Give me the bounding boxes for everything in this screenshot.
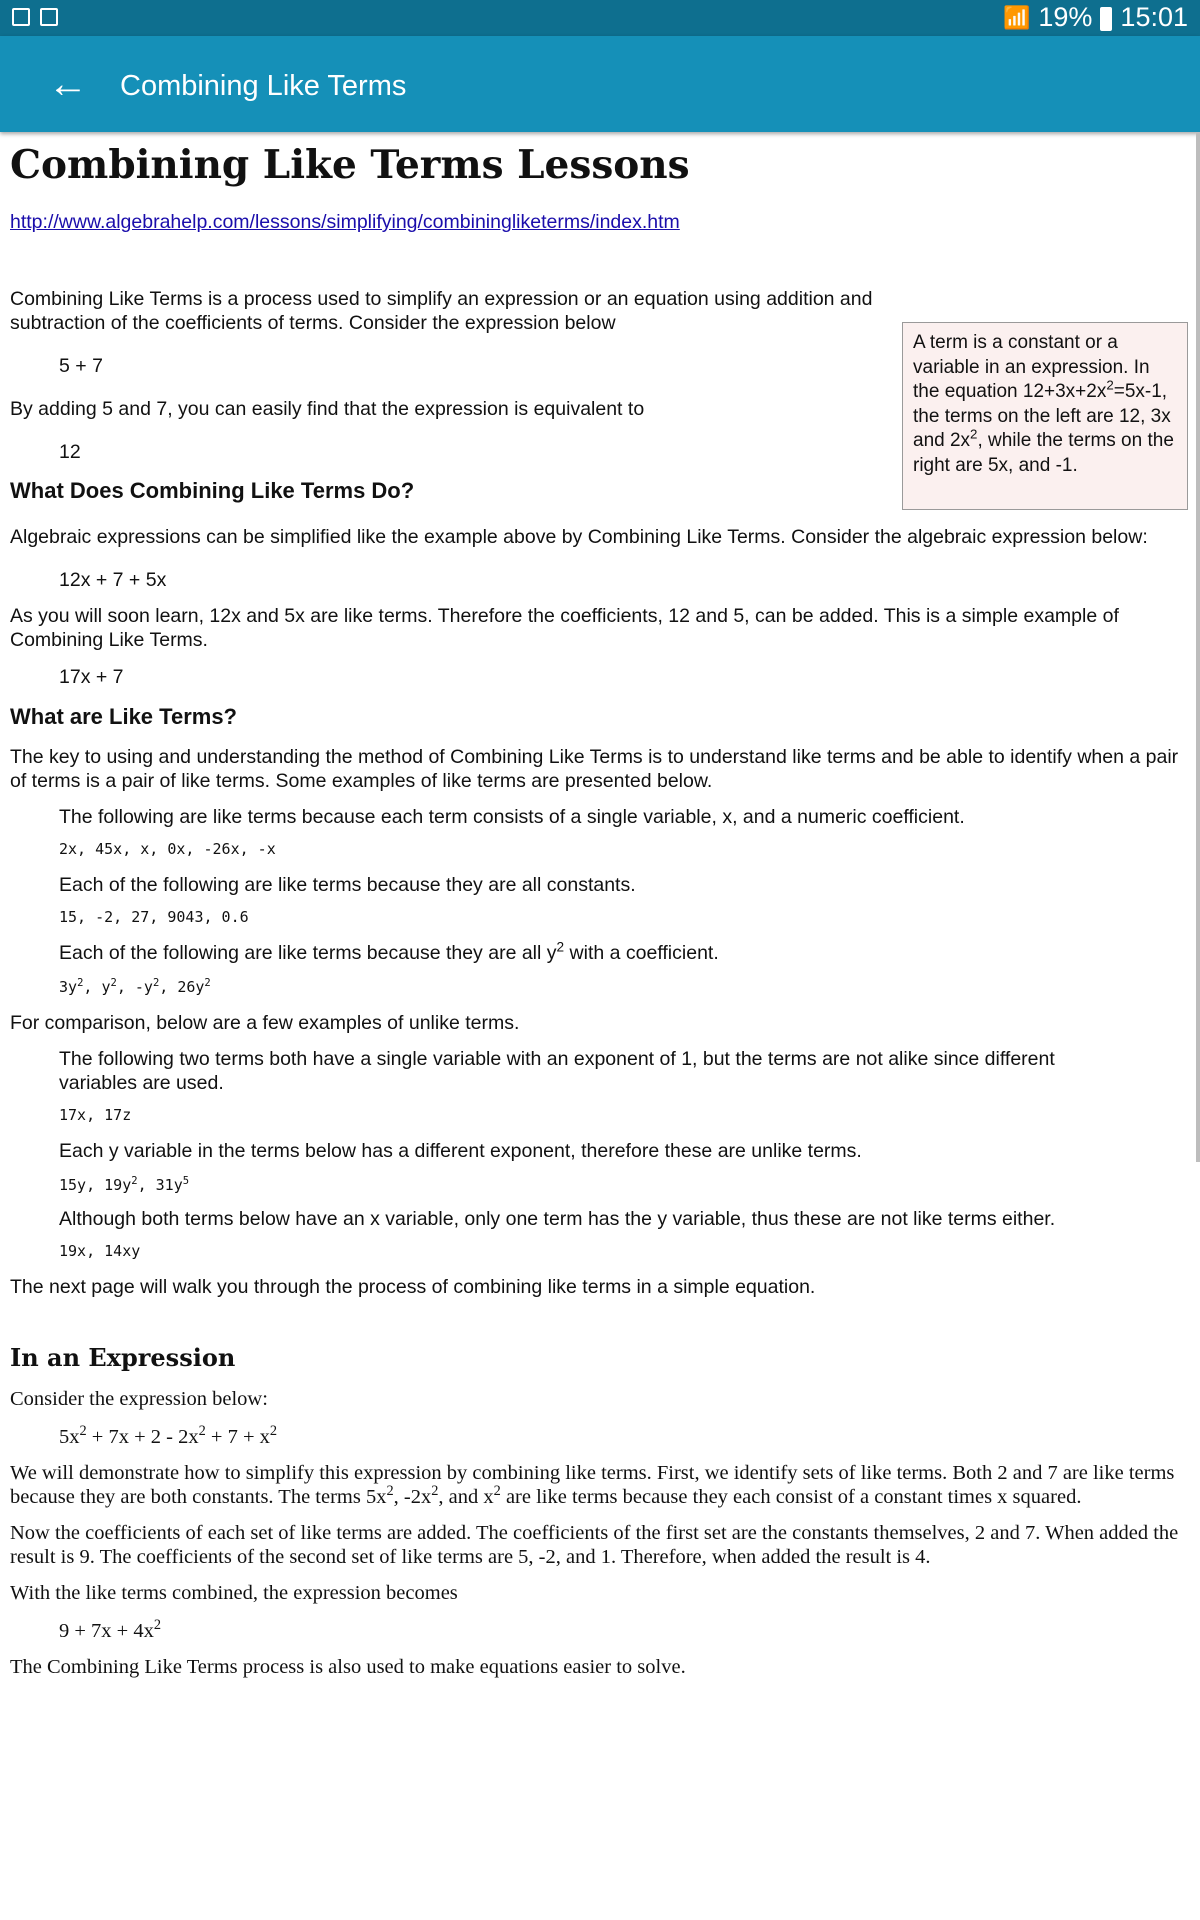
source-link[interactable]: http://www.algebrahelp.com/lessons/simplifying/combiningliketerms/index.htm xyxy=(10,211,680,233)
term-definition-note: A term is a constant or a variable in an expression. In the equation $12+3x+2x^2=5x-1$, the terms on the left are 12, 3x and $2x^2$, while the terms on the right are 5x, and -1. xyxy=(902,322,1188,510)
paragraph: Consider the expression below: xyxy=(10,1388,268,1410)
paragraph: The key to using and understanding the method of Combining Like Terms is to understand like terms and be able to identify when a pair of terms is a pair of like terms. Some examples of like terms are presented below. xyxy=(10,746,1179,792)
clock: 15:01 xyxy=(1120,2,1188,32)
scrollbar[interactable] xyxy=(1196,132,1200,1162)
example-terms: 2x, 45x, x, 0x, -26x, -x xyxy=(59,840,276,858)
app-bar xyxy=(0,36,1200,132)
example-terms: 19x, 14xy xyxy=(59,1242,141,1260)
paragraph: The Combining Like Terms process is also used to make equations easier to solve. xyxy=(10,1656,686,1678)
section-heading: In an Expression xyxy=(10,1343,236,1372)
example-terms: 15, -2, 27, 9043, 0.6 xyxy=(59,908,249,926)
example-terms: $3y^2$, $y^2$, $-y^2$, $26y^2$ xyxy=(59,977,211,996)
expression-example: $5x^2 + 7x + 2 - 2x^2 + 7 + x^2$ xyxy=(59,1423,278,1448)
expression-example: 5 + 7 xyxy=(59,355,103,377)
expression-result: 17x + 7 xyxy=(59,666,124,688)
example-description: Although both terms below have an x variable, only one term has the y variable, thus these are not like terms either. xyxy=(59,1208,1056,1230)
clipboard-notification-icon xyxy=(40,8,58,26)
back-arrow-icon[interactable]: ← xyxy=(48,62,88,106)
paragraph: For comparison, below are a few examples of unlike terms. xyxy=(10,1012,520,1034)
expression-result: 12 xyxy=(59,441,81,463)
example-description: The following two terms both have a single variable with an exponent of 1, but the terms are not alike since different variables are used. xyxy=(59,1048,1055,1094)
paragraph: Algebraic expressions can be simplified like the example above by Combining Like Terms. Consider the algebraic expression below: xyxy=(10,526,1148,548)
battery-icon xyxy=(1100,7,1112,31)
page-title: Combining Like Terms Lessons xyxy=(10,142,690,188)
paragraph: With the like terms combined, the expression becomes xyxy=(10,1582,458,1604)
paragraph: By adding 5 and 7, you can easily find that the expression is equivalent to xyxy=(10,398,645,420)
wifi-icon: 📶 xyxy=(1002,4,1031,30)
paragraph: Now the coefficients of each set of like terms are added. The coefficients of the first set are the constants themselves, 2 and 7. When added the result is 9. The coefficients of the second set of like terms are 5, -2, and 1. Therefore, when added the result is 4. xyxy=(10,1522,1179,1568)
example-description: Each of the following are like terms because they are all constants. xyxy=(59,874,636,896)
example-description: The following are like terms because each term consists of a single variable, x, and a numeric coefficient. xyxy=(59,806,965,828)
paragraph: We will demonstrate how to simplify this expression by combining like terms. First, we identify sets of like terms. Both 2 and 7 are like terms because they are both constants. The terms $5x^2$, $-2x^2$, and $x^2$ are like terms because they each consist of a constant times x squared. xyxy=(10,1462,1175,1508)
app-title: Combining Like Terms xyxy=(120,70,407,102)
intro-paragraph: Combining Like Terms is a process used to simplify an expression or an equation using addition and subtraction of the coefficients of terms. Consider the expression below xyxy=(10,288,873,334)
example-terms: 15y, $19y^2$, $31y^5$ xyxy=(59,1175,190,1194)
battery-percent: 19% xyxy=(1038,2,1093,32)
section-heading: What are Like Terms? xyxy=(10,704,237,729)
example-description: Each of the following are like terms because they are all $y^2$ with a coefficient. xyxy=(59,939,719,964)
section-heading: What Does Combining Like Terms Do? xyxy=(10,478,415,503)
gallery-notification-icon xyxy=(12,8,30,26)
status-bar xyxy=(0,0,1200,36)
expression-example: 12x + 7 + 5x xyxy=(59,569,167,591)
example-terms: 17x, 17z xyxy=(59,1106,132,1124)
paragraph: As you will soon learn, 12x and 5x are like terms. Therefore the coefficients, 12 and 5, can be added. This is a simple example of Combining Like Terms. xyxy=(10,605,1119,651)
lesson-content xyxy=(10,132,1185,1679)
example-description: Each y variable in the terms below has a different exponent, therefore these are unlike terms. xyxy=(59,1140,862,1162)
paragraph: The next page will walk you through the process of combining like terms in a simple equation. xyxy=(10,1276,816,1298)
expression-result: $9 + 7x + 4x^2$ xyxy=(59,1617,162,1642)
